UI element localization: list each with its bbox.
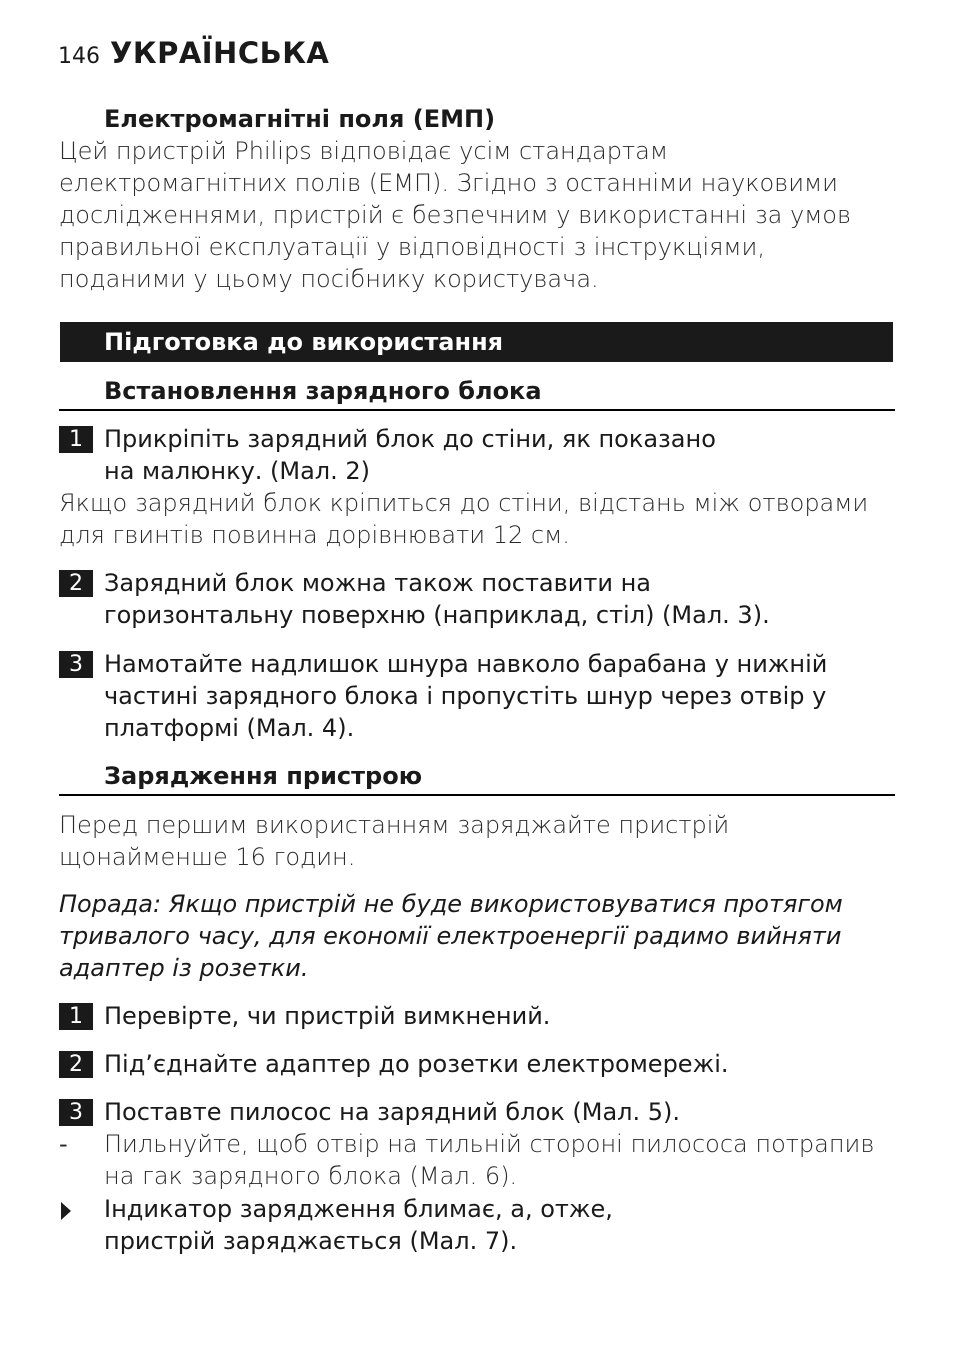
page-number: 146 bbox=[58, 44, 100, 69]
install-step-3 bbox=[59, 648, 895, 744]
result-text: Індикатор зарядження блимає, а, отже, пристрій заряджається (Мал. 7). bbox=[104, 1195, 613, 1255]
charging-tip: Порада: Якщо пристрій не буде використовуватися протягом тривалого часу, для економії електроенергії радимо вийняти адаптер із розетки. bbox=[59, 890, 843, 982]
charging-step-1 bbox=[59, 1000, 895, 1032]
step-number: 3 bbox=[59, 651, 93, 678]
dash-text: Пильнуйте, щоб отвір на тильній стороні пилососа потрапив на гак зарядного блока (Мал. 6). bbox=[104, 1130, 875, 1190]
step-number: 1 bbox=[59, 1003, 93, 1030]
step-text: Намотайте надлишок шнура навколо барабана у нижній частині зарядного блока і пропустіть шнур через отвір у платформі (Мал. 4). bbox=[104, 650, 828, 742]
language-title: УКРАЇНСЬКА bbox=[110, 36, 330, 70]
step-text: Перевірте, чи пристрій вимкнений. bbox=[104, 1002, 551, 1030]
dash-marker: - bbox=[59, 1130, 68, 1158]
step-text: Поставте пилосос на зарядний блок (Мал. 5). bbox=[104, 1098, 681, 1126]
step-number: 1 bbox=[59, 426, 93, 453]
install-divider bbox=[59, 409, 895, 411]
charging-dash-item bbox=[59, 1128, 895, 1192]
page-header bbox=[58, 36, 329, 70]
charging-divider bbox=[59, 794, 895, 796]
emf-paragraph: Цей пристрій Philips відповідає усім стандартам електромагнітних полів (ЕМП). Згідно з останніми науковими дослідженнями, пристрій є безпечним у використанні за умов правильної експлуатації у відповідності з інструкціями, поданими у цьому посібнику користувача. bbox=[59, 137, 852, 293]
step-text: Під’єднайте адаптер до розетки електромережі. bbox=[104, 1050, 729, 1078]
step-text: Прикріпіть зарядний блок до стіни, як показано на малюнку. (Мал. 2) bbox=[104, 425, 716, 485]
charging-result-item bbox=[59, 1193, 895, 1257]
charging-step-2 bbox=[59, 1048, 895, 1080]
charging-intro: Перед першим використанням заряджайте пристрій щонайменше 16 годин. bbox=[59, 811, 730, 871]
step-number: 2 bbox=[59, 1051, 93, 1078]
section-title: Підготовка до використання bbox=[104, 328, 504, 356]
charging-heading: Зарядження пристрою bbox=[104, 762, 423, 790]
step-text: Зарядний блок можна також поставити на горизонтальну поверхню (наприклад, стіл) (Мал. 3). bbox=[104, 569, 770, 629]
charging-step-3 bbox=[59, 1096, 895, 1128]
emf-heading: Електромагнітні поля (ЕМП) bbox=[104, 105, 496, 133]
step-number: 3 bbox=[59, 1099, 93, 1126]
section-bar-preparation bbox=[60, 322, 893, 362]
result-arrow-icon bbox=[59, 1193, 104, 1257]
install-note: Якщо зарядний блок кріпиться до стіни, відстань між отворами для гвинтів повинна дорівнювати 12 см. bbox=[59, 489, 869, 549]
install-heading: Встановлення зарядного блока bbox=[104, 377, 542, 405]
step-number: 2 bbox=[59, 570, 93, 597]
install-step-2 bbox=[59, 567, 895, 631]
install-step-1 bbox=[59, 423, 895, 487]
